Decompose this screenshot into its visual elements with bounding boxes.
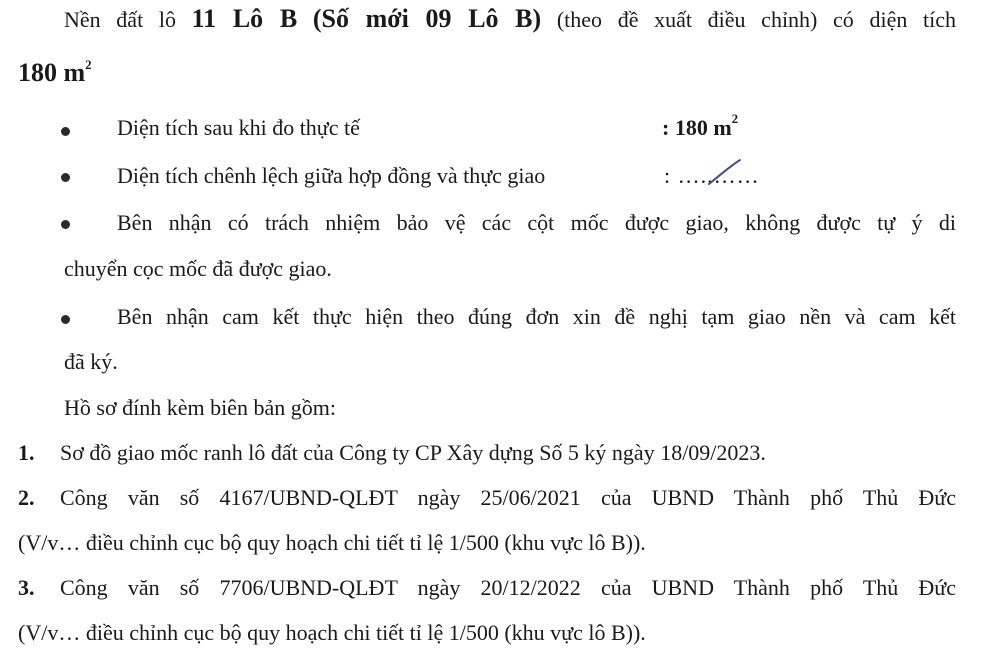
bullet-text-line1: Bên nhận cam kết thực hiện theo đúng đơn xin đề nghị tạm giao nền và cam kết: [117, 304, 956, 329]
bullet-label: Diện tích chênh lệch giữa hợp đồng và thực giao: [117, 163, 546, 188]
attachment-item: 2. Công văn số 4167/UBND-QLĐT ngày 25/06/2021 của UBND Thành phố Thủ Đức: [18, 483, 956, 513]
lot-number: 11 Lô B: [191, 4, 298, 33]
attachment-item-line2: (V/v… điều chỉnh cục bộ quy hoạch chi tiết tỉ lệ 1/500 (khu vực lô B)).: [18, 530, 646, 555]
item-number: 1.: [18, 440, 35, 465]
handwritten-slash-mark: [705, 158, 743, 186]
bullet-label: Diện tích sau khi đo thực tế: [117, 115, 360, 140]
attachments-title: Hồ sơ đính kèm biên bản gồm:: [64, 395, 336, 420]
bullet-dot: [61, 315, 70, 324]
attachment-item-line2: (V/v… điều chỉnh cục bộ quy hoạch chi tiết tỉ lệ 1/500 (khu vực lô B)).: [18, 620, 646, 645]
attachment-item: 1. Sơ đồ giao mốc ranh lô đất của Công ty CP Xây dựng Số 5 ký ngày 18/09/2023.: [18, 438, 766, 468]
intro-prefix: Nền đất lô: [64, 7, 176, 32]
bullet-text-line2: đã ký.: [64, 349, 118, 374]
bullet-dot: [61, 173, 70, 182]
area-value: 180 $m^2$: [18, 57, 92, 87]
attachment-item: 3. Công văn số 7706/UBND-QLĐT ngày 20/12/2022 của UBND Thành phố Thủ Đức: [18, 573, 956, 603]
new-lot-number: (Số mới 09 Lô B): [312, 4, 542, 33]
bullet-dot: [61, 220, 70, 229]
bullet-text-line2: chuyển cọc mốc đã được giao.: [64, 256, 332, 281]
difference-value: : …..……: [664, 163, 760, 188]
intro-suffix: (theo đề xuất điều chỉnh) có diện tích: [556, 7, 956, 32]
bullet-value: : 180 $m^2$: [662, 111, 739, 140]
item-number: 2.: [18, 485, 35, 510]
bullet-dot: [61, 127, 70, 136]
bullet-text-line1: Bên nhận có trách nhiệm bảo vệ các cột mốc được giao, không được tự ý di: [117, 210, 956, 235]
intro-line: [64, 4, 956, 35]
item-number: 3.: [18, 575, 35, 600]
